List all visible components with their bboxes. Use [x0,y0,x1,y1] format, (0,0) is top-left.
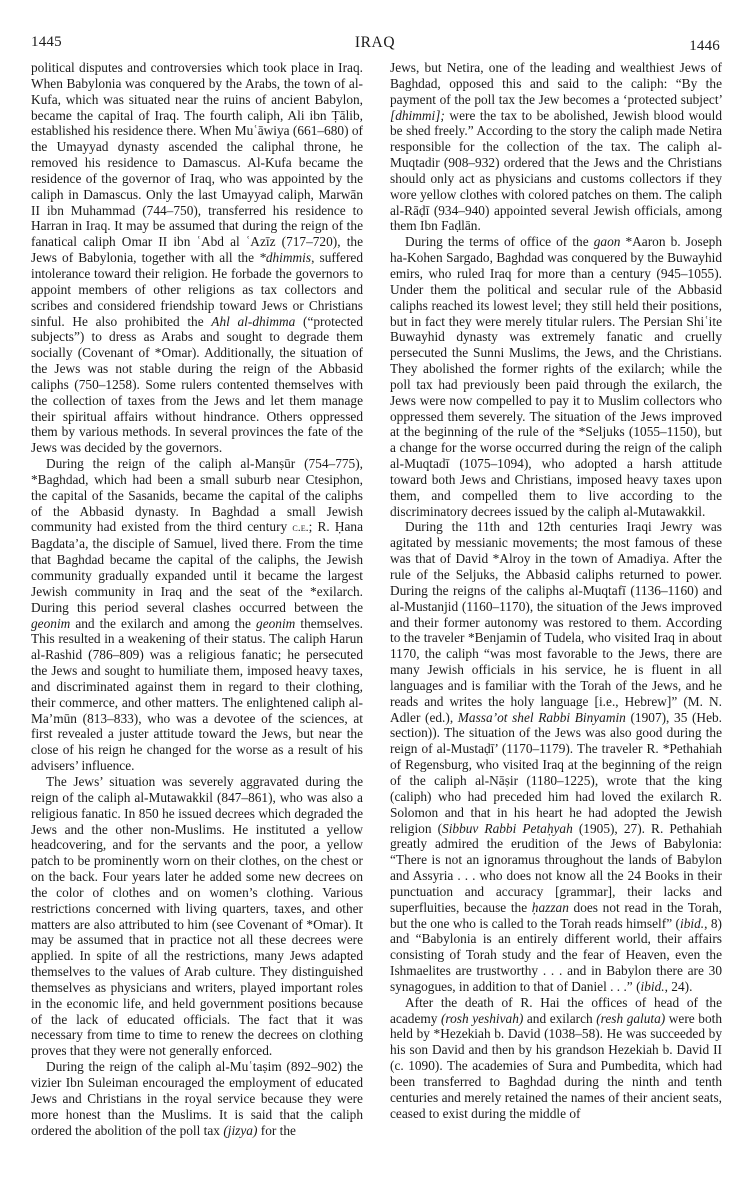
italic-term: gaon [593,234,621,250]
italic-term: geonim [256,615,296,631]
text-run: *Aaron b. Joseph ha-Kohen Sargado, Baghdad was conquered by the Buwayhid emirs, who ruled Iraq for more than a century (945–1055). Under them the political and secular rule of the Abbasid caliphs reached its lowest level; they still held their positions, but in fact they were merely titular rulers. The Persian Shiʿite Buwayhid dynasty was extremely fanatic and cruelly persecuted the Sunni Muslims, the Jews, and the Christians. They abolished the former rights of the exilarch; while the poll tax had previously been paid through the exilarch, the Jews were now compelled to pay it to Muslim collectors who oppressed them severely. The situation of the Jews improved at the beginning of the rule of the *Seljuks (1055–1150), but a change for the worse occurred during the reign of the caliph al-Muqtadī (1075–1094), who adopted a harsh attitude toward both Jews and Christians, imposed heavy taxes upon them, and compelled them to live according to the discriminatory decrees issued by the caliph al-Mutawakkil. [390,234,722,519]
text-run: Jews, but Netira, one of the leading and wealthiest Jews of Baghdad, opposed this and said to the caliph: “By the payment of the poll tax the Jew becomes a ‘protected subject’ [390,60,722,107]
italic-term: *dhimmis [259,250,312,266]
text-run: political disputes and controversies which took place in Iraq. When Babylonia was conquered by the Arabs, the town of al-Kufa, which was situated near the ruins of ancient Babylon, became the capital of Iraq. The fourth caliph, Ali ibn Ṭālib, established his residence there. When Muʿāwiya (661–680) of the Umayyad dynasty ascended the caliphal throne, he removed his residence to Damascus. Al-Kufa became the residence of the governor of Iraq, who was appointed by the caliph in Damascus. Only the last Umayyad caliph, Marwān II ibn Muhammad (744–750), transferred his residence to Harran in Iraq. It may be assumed that during the reign of the fanatical caliph Omar II ibn ʿAbd al ʿAzīz (717–720), the Jews of Babylonia, together with all the [31,60,363,266]
italic-term: Sibbuv Rabbi Petaḥyah [442,820,573,836]
page-number-left: 1445 [31,34,62,50]
page-number-right: 1446 [689,38,720,54]
text-run: were both held by *Hezekiah b. David (1038–58). He was succeeded by his son David and then by his grandson Hezekiah b. David II (c. 1090). The academies of Sura and Pumbedita, which had been transferred to Baghdad during the ninth and tenth centuries and merely retained the names of their ancient seats, ceased to exist during the middle of [390,1010,722,1121]
text-run: were the tax to be abolished, Jewish blood would be shed freely.” According to the story the caliph made Netira responsible for the collection of the tax. The caliph al-Muqtadir (908–932) ordered that the Jews and the Christians should only act as physicians and customs collectors if they wore yellow clothes with colored patches on them. The caliph al-Rāḍī (934–940) appointed several Jewish officials, among them Ibn Faḍlān. [390,107,722,234]
text-run: , suffered intolerance toward their religion. He forbade the governors to appoint members of other religions as tax collectors and scribes and considered friendship toward Jews or Christians sinful. He also prohibited the [31,250,363,329]
left-column [31,60,363,1138]
text-run: During the 11th and 12th centuries Iraqi Jewry was agitated by messianic movements; the most famous of these was that of David *Alroy in the town of Amadiya. After the rule of the Seljuks, the Abbasid caliphs returned to power. During the reigns of the caliphs al-Muqtafī (1136–1160) and al-Mustanjid (1160–1170), the situation of the Jews improved and their former autonomy was restored to them. According to the traveler *Benjamin of Tudela, who visited Iraq in about 1170, the caliph “was most favorable to the Jews, there are many Jewish officials in his service, he is fluent in all languages and is familiar with the Torah of the Jews, and he reads and writes the holy language [i.e., Hebrew]” (M. N. Adler (ed.), [390,519,722,725]
text-run: The Jews’ situation was severely aggravated during the reign of the caliph al-Mutawakkil (847–861), who was also a religious fanatic. In 850 he issued decrees which degraded the Jews and the other non-Muslims. He instituted a yellow headcovering, and for the servants and the poor, a yellow patch to be prominently worn on their clothes, on the chest or on the back. Four years later he added some new decrees on the color of clothes and on women’s clothing. Various restrictions concerned with living quarters, taxes, and other matters are also attributed to him (see Covenant of *Omar). It may be assumed that in practice not all these decrees were applied. In spite of all the restrictions, many Jews adapted themselves to the values of Arab culture. They distinguished themselves as physicians and writers, played important roles in the economic life, and held government positions because of the lack of educated officials. The fact that it was necessary from time to time to renew the decrees on clothing proves that they were not generally enforced. [31,773,363,1059]
italic-term: (resh galuta) [596,1010,666,1026]
small-caps-term: c.e. [292,520,309,535]
text-run: (1907), 35 (Heb. section)). The situation of the Jews was also good during the reign of al-Mustaḍī’ (1170–1179). The traveler R. *Pethahiah of Regensburg, who visited Iraq at the beginning of the reign of the caliph al-Nāṣir (1180–1225), wrote that the king (caliph) who had preceded him had loved the exilarch R. Solomon and that in his heart he had adopted the Jewish religion ( [390,709,722,836]
text-run: , 24). [664,978,693,994]
text-run: for the [257,1122,296,1138]
italic-term: ḥazzan [531,899,569,915]
text-run: and the exilarch and among the [70,615,257,631]
italic-term: Ahl al-dhimma [211,313,296,329]
paragraph [390,60,722,234]
text-run: does not read in the Torah, but the one who is called to the Torah reads himself” ( [390,899,722,931]
text-run: ; R. Ḥana Bagdata’a, the disciple of Samuel, lived there. From the time that Baghdad became the capital of the caliphs, the Jewish community gradually expanded until it became the largest Jewish community in Iraq and the seat of the *exilarch. During this period several clashes occurred between the [31,519,363,615]
paragraph [31,60,363,456]
paragraph [31,1059,363,1138]
right-column [390,60,722,1122]
italic-term: [dhimmi]; [390,107,445,123]
italic-term: Massa’ot shel Rabbi Binyamin [457,709,626,725]
italic-term: ibid. [640,978,665,994]
italic-term: geonim [31,615,71,631]
running-title: IRAQ [354,34,396,51]
text-run: (1905), 27). R. Pethahiah greatly admired the erudition of the Jews of Babylonia: “There is not an ignoramus throughout the lands of Babylon and Assyria . . . who does not know all the 24 Books in their punctuation and accuracy [grammar], their lacks and superfluities, because the [390,820,722,915]
italic-term: (rosh yeshivah) [440,1010,524,1026]
paragraph [390,995,722,1122]
text-run: During the reign of the caliph al-Manṣūr (754–775), *Baghdad, which had been a small suburb near Ctesiphon, the capital of the Sasanids, became the capital of the caliphs of the Abbasid dynasty. In Baghdad a small Jewish community had existed from the third century [31,456,363,535]
text-run: (“protected subjects”) to dress as Arabs and sought to degrade them socially (Covenant of *Omar). Additionally, the situation of the Jews was not stable during the reign of the Abbasid caliphs (750–1258). Some rulers contented themselves with the collection of taxes from the Jews and let them manage their spiritual affairs without hindrance. Others oppressed them by various methods. In several provinces the fate of the Jews was decided by the governors. [31,313,364,456]
text-run: , 8) and “Babylonia is an entirely different world, their affairs consisting of Torah study and the fear of Heaven, even the Ishmaelites are trustworthy . . . and in Babylon there are 30 synagogues, in addition to that of Daniel . . .” ( [390,915,722,994]
italic-term: ibid. [680,915,705,931]
text-run: During the reign of the caliph al-Muʿtaṣim (892–902) the vizier Ibn Suleiman encouraged the employment of educated Jews and Christians in the royal service because they were more honest than the Muslims. It is said that the caliph ordered the abolition of the poll tax [31,1059,363,1138]
paragraph [31,456,363,774]
paragraph [390,234,722,519]
paragraph [390,519,722,994]
text-run: After the death of R. Hai the offices of head of the academy [390,994,722,1026]
italic-term: (jizya) [223,1122,258,1138]
text-run: During the terms of office of the [405,234,594,250]
paragraph [31,774,363,1059]
text-run: and exilarch [523,1010,597,1026]
text-run: themselves. This resulted in a weakening of their status. The caliph Harun al-Rashid (786–809) was a religious fanatic; he persecuted the Jews and sought to humiliate them, imposed heavy taxes, and discriminated against them in regard to their clothing, their commerce, and other matters. The enlightened caliph al-Ma’mūn (813–833), who was a devotee of the sciences, at first revealed a juster attitude toward the Jews, but near the close of his reign he changed for the worse as a result of his advisers’ influence. [31,615,363,774]
